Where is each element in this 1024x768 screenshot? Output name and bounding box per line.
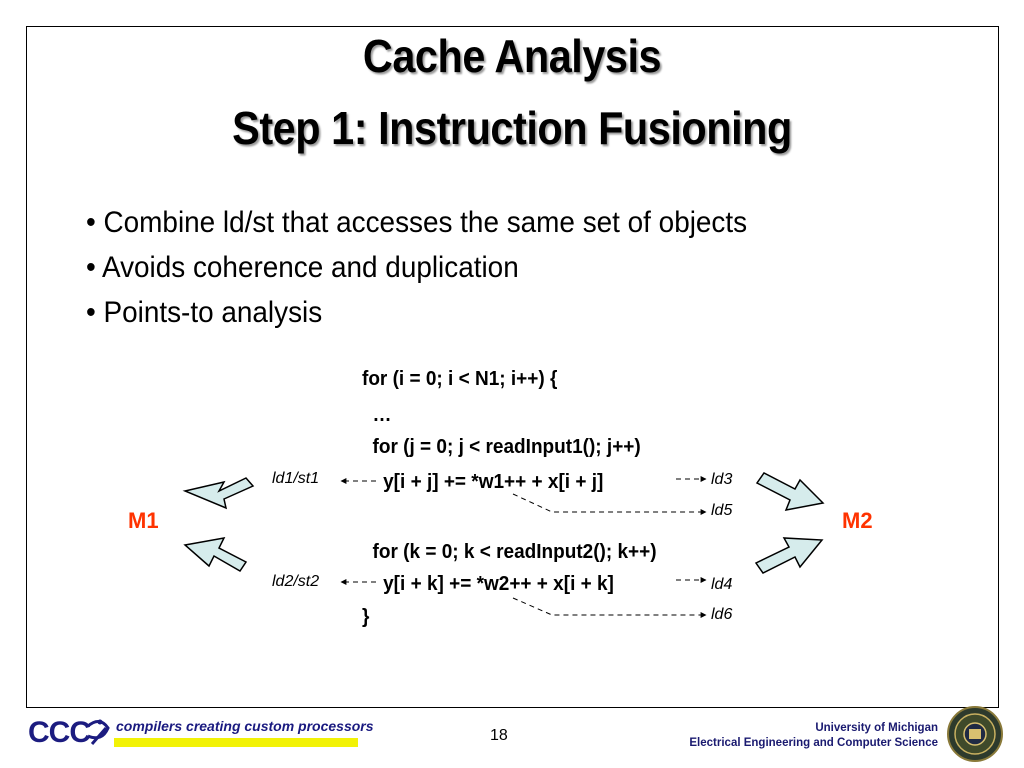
ccc-logo-icon [88, 720, 108, 745]
annotation-ld3: ld3 [711, 471, 733, 488]
code-line: for (i = 0; i < N1; i++) { [362, 368, 558, 390]
annotation-ld5: ld5 [711, 502, 733, 519]
footer-tagline: compilers creating custom processors [116, 718, 374, 734]
bullet-item: • Avoids coherence and duplication [86, 251, 519, 284]
slide-title-line1: Cache Analysis [362, 30, 662, 82]
block-arrow-upper-left [185, 478, 253, 508]
memory-label-m1: M1 [128, 508, 159, 533]
ccc-logo: CCC [28, 716, 90, 749]
code-line: y[i + k] += *w2++ + x[i + k] [362, 573, 614, 595]
block-arrow-lower-left [185, 538, 246, 571]
annotation-ld1-st1: ld1/st1 [272, 470, 320, 487]
university-seal-icon [948, 707, 1002, 761]
bullet-item: • Points-to analysis [86, 296, 323, 329]
university-name: University of Michigan [815, 722, 938, 734]
code-line: … [362, 404, 392, 426]
annotation-ld2-st2: ld2/st2 [272, 573, 320, 590]
tagline-bar [114, 738, 358, 747]
memory-label-m2: M2 [842, 508, 873, 533]
code-line: for (j = 0; j < readInput1(); j++) [362, 436, 641, 458]
annotation-ld4: ld4 [711, 576, 733, 593]
code-line: } [362, 606, 370, 628]
university-affiliation [689, 721, 938, 751]
bullet-item: • Combine ld/st that accesses the same set of objects [86, 206, 748, 239]
dashed-arrow-to-ld5 [513, 494, 706, 512]
annotation-ld6: ld6 [711, 606, 733, 623]
dashed-arrow-to-ld6 [513, 598, 706, 615]
code-line: y[i + j] += *w1++ + x[i + j] [362, 471, 604, 493]
block-arrow-lower-right [756, 538, 822, 573]
page-number: 18 [490, 727, 508, 744]
code-line: for (k = 0; k < readInput2(); k++) [362, 541, 657, 563]
dashed-connectors [341, 479, 706, 615]
department-name: Electrical Engineering and Computer Science [689, 737, 938, 749]
slide-title-line2: Step 1: Instruction Fusioning [232, 102, 792, 154]
block-arrow-upper-right [757, 473, 823, 510]
